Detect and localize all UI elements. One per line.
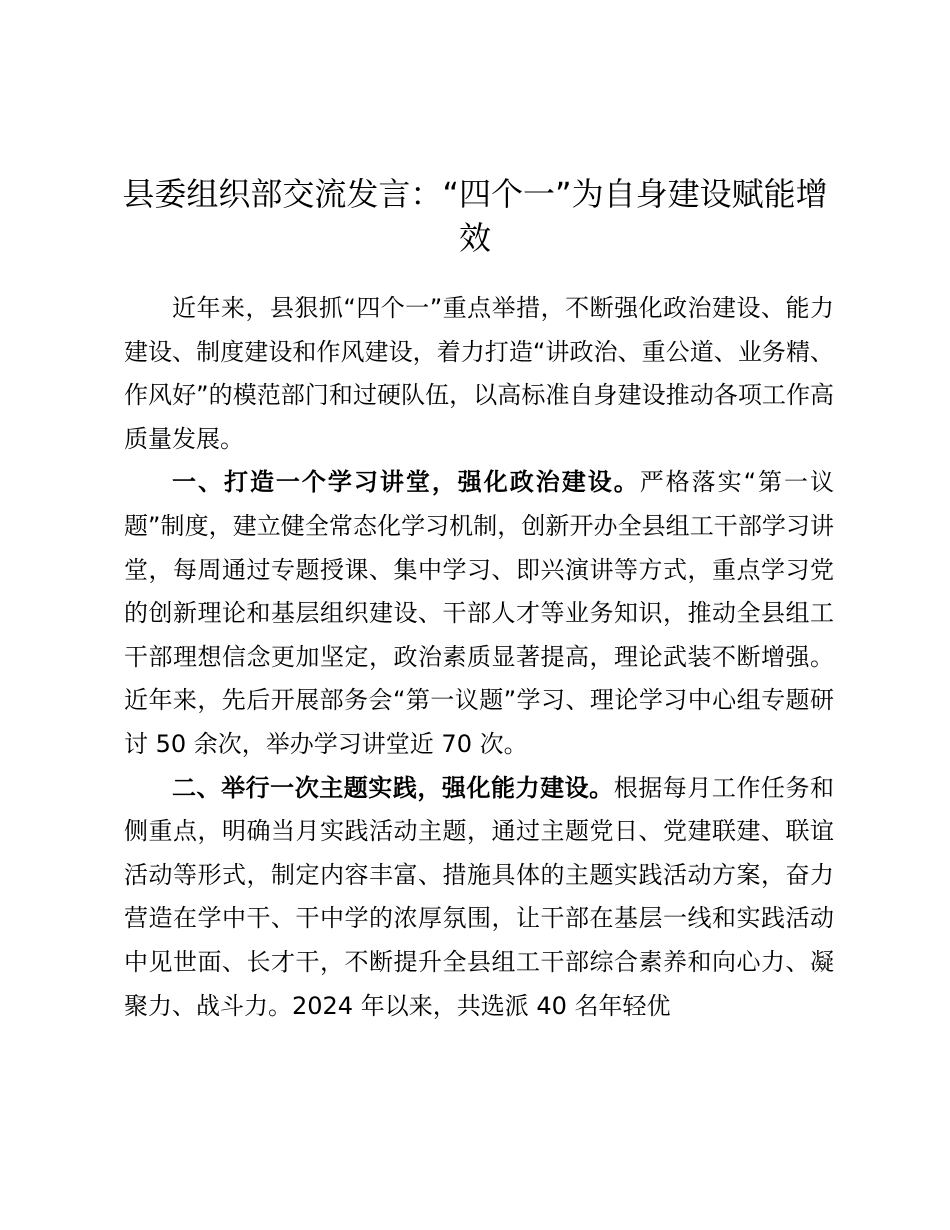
paragraph-study-hall [124, 461, 834, 766]
paragraph-lead: 一、打造一个学习讲堂，强化政治建设。 [172, 468, 640, 497]
paragraph-intro [124, 287, 834, 461]
paragraph-text: 根据每月工作任务和侧重点，明确当月实践活动主题，通过主题党日、党建联建、联谊活动等形式，制定内容丰富、措施具体的主题实践活动方案，奋力营造在学中干、干中学的浓厚氛围，让干部在基层一线和实践活动中见世面、长才干，不断提升全县组工干部综合素养和向心力、凝聚力、战斗力。2024 年以来，共选派 40 名年轻优 [124, 773, 835, 1020]
document-title: 县委组织部交流发言：“四个一”为自身建设赋能增效 [122, 175, 828, 257]
paragraph-text: 严格落实“第一议题”制度，建立健全常态化学习机制，创新开办全县组工干部学习讲堂，每周通过专题授课、集中学习、即兴演讲等方式，重点学习党的创新理论和基层组织建设、干部人才等业务知识，推动全县组工干部理想信念更加坚定，政治素质显著提高，理论武装不断增强。近年来，先后开展部务会“第一议题”学习、理论学习中心组专题研讨 50 余次，举办学习讲堂近 70 次。 [124, 468, 834, 758]
document-body [124, 287, 834, 1028]
paragraph-lead: 二、举行一次主题实践，强化能力建设。 [172, 773, 614, 802]
paragraph-theme-practice [124, 767, 834, 1029]
paragraph-text: 近年来，县狠抓“四个一”重点举措，不断强化政治建设、能力建设、制度建设和作风建设，着力打造“讲政治、重公道、业务精、作风好”的模范部门和过硬队伍，以高标准自身建设推动各项工作高质量发展。 [124, 294, 834, 453]
